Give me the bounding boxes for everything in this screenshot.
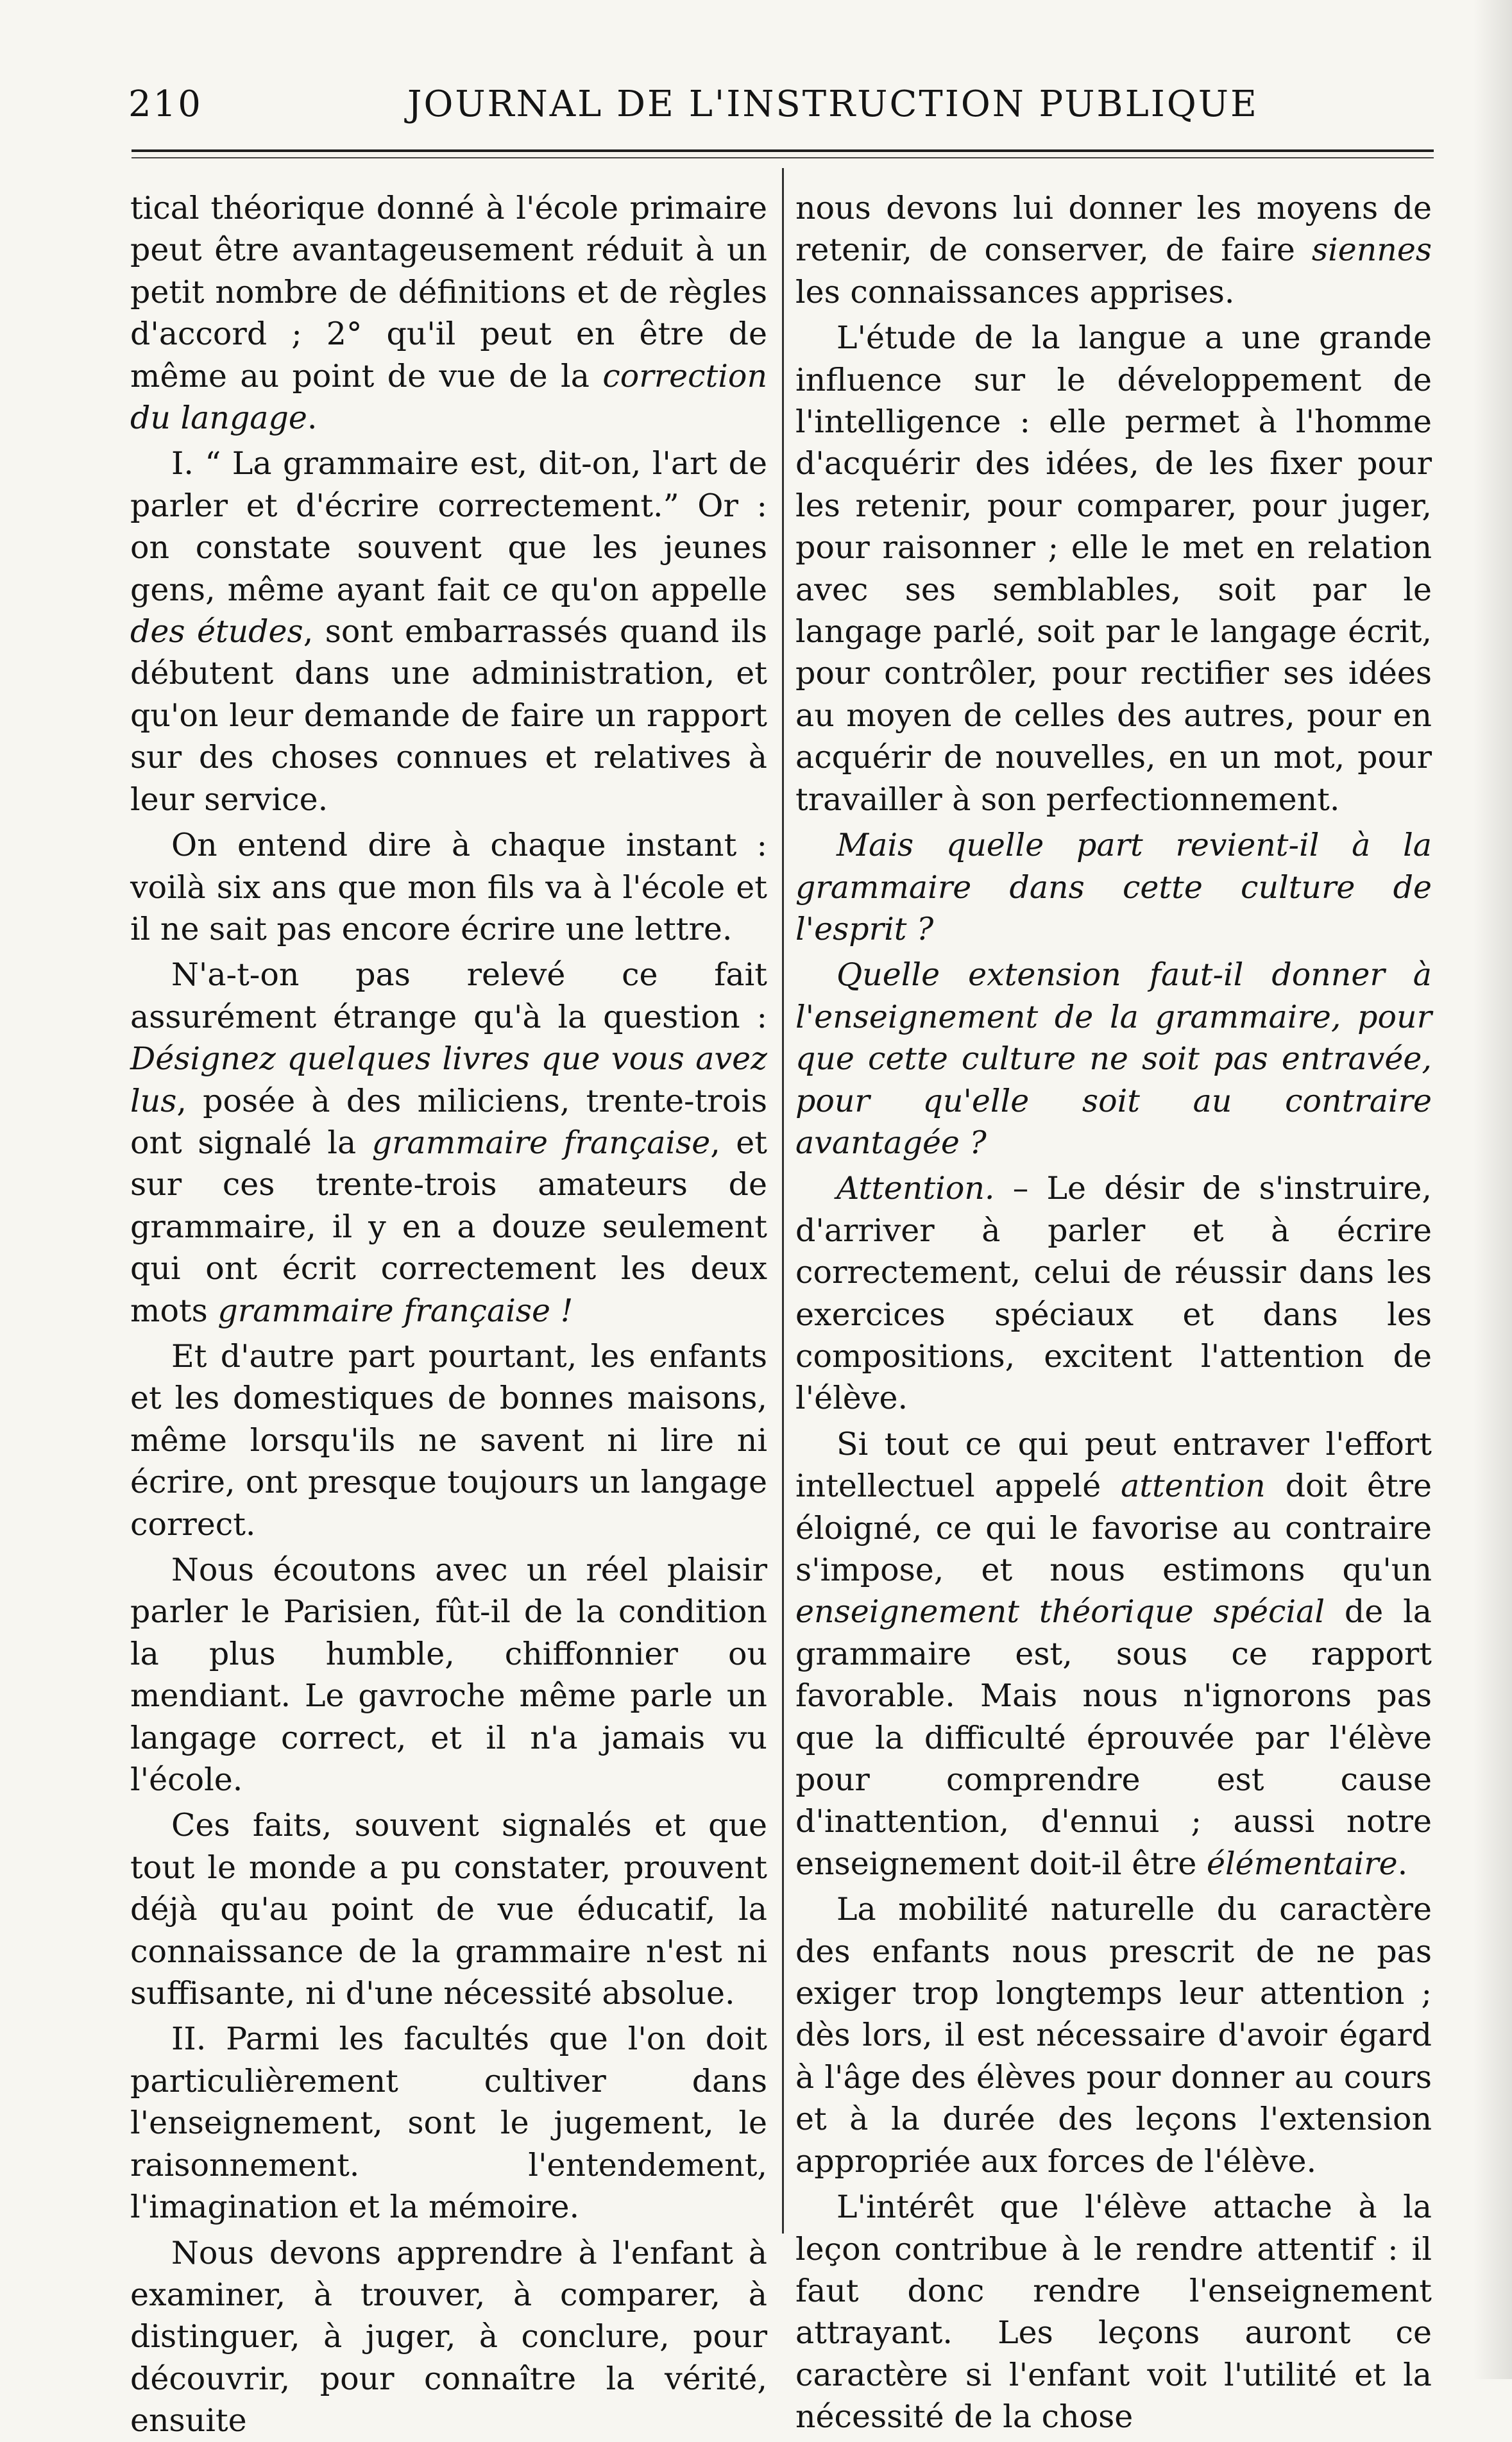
paragraph: Ces faits, souvent signalés et que tout le monde a pu constater, prouvent déjà qu'au point de vue éducatif, la connaissance de la grammaire n'est ni suffisante, ni d'une nécessité absolue.	[130, 1807, 767, 2012]
question-paragraph: Quelle extension faut-il donner à l'enseignement de la grammaire, pour que cette culture ne soit pas entravée, pour qu'elle soit au contraire avantagée ?	[795, 956, 1432, 1161]
right-column	[795, 187, 1432, 2436]
paragraph: Si tout ce qui peut entraver l'effort intellectuel appelé attention doit être éloigné, ce qui le favorise au contraire s'impose, et nous estimons qu'un enseignement théorique spécial de la grammaire est, sous ce rapport favorable. Mais nous n'ignorons pas que la difficulté éprouvée par l'élève pour comprendre est cause d'inattention, d'ennui ; aussi notre enseignement doit-il être élémentaire.	[795, 1425, 1432, 1882]
header-rule	[132, 149, 1434, 152]
paragraph: Attention. – Le désir de s'instruire, d'arriver à parler et à écrire correctement, celui de réussir dans les exercices spéciaux et dans les compositions, excitent l'attention de l'élève.	[795, 1170, 1432, 1417]
paragraph: Et d'autre part pourtant, les enfants et les domestiques de bonnes maisons, même lorsqu'ils ne savent ni lire ni écrire, ont presque toujours un langage correct.	[130, 1337, 767, 1543]
paragraph: N'a-t-on pas relevé ce fait assurément étrange qu'à la question : Désignez quelques livres que vous avez lus, posée à des miliciens, trente-trois ont signalé la grammaire française, et sur ces trente-trois amateurs de grammaire, il y en a douze seulement qui ont écrit correctement les deux mots grammaire française !	[130, 956, 767, 1329]
paragraph: La mobilité naturelle du caractère des enfants nous prescrit de ne pas exiger trop longtemps leur attention ; dès lors, il est nécessaire d'avoir égard à l'âge des élèves pour donner au cours et à la durée des leçons l'extension appropriée aux forces de l'élève.	[795, 1891, 1432, 2180]
header-rule-thin	[132, 157, 1434, 158]
question-paragraph: Mais quelle part revient-il à la grammaire dans cette culture de l'esprit ?	[795, 827, 1432, 947]
paragraph: L'étude de la langue a une grande influence sur le développement de l'intelligence : elle permet à l'homme d'acquérir des idées, de les fixer pour les retenir, pour comparer, pour juger, pour raisonner ; elle le met en relation avec ses semblables, soit par le langage parlé, soit par le langage écrit, pour contrôler, pour rectifier ses idées au moyen de celles des autres, pour en acquérir de nouvelles, en un mot, pour travailler à son perfectionnement.	[795, 319, 1432, 818]
paragraph: tical théorique donné à l'école primaire peut être avantageusement réduit à un petit nombre de définitions et de règles d'accord ; 2° qu'il peut en être de même au point de vue de la correction du langage.	[130, 190, 767, 437]
paragraph: nous devons lui donner les moyens de retenir, de conserver, de faire siennes les connaissances apprises.	[795, 190, 1432, 310]
paragraph: Nous devons apprendre à l'enfant à examiner, à trouver, à comparer, à distinguer, à juger, à conclure, pour découvrir, pour connaître la vérité, ensuite	[130, 2234, 767, 2439]
paragraph: L'intérêt que l'élève attache à la leçon contribue à le rendre attentif : il faut donc rendre l'enseignement attrayant. Les leçons auront ce caractère si l'enfant voit l'utilité et la nécessité de la chose	[795, 2189, 1432, 2436]
left-column	[130, 187, 767, 2439]
paragraph: Nous écoutons avec un réel plaisir parler le Parisien, fût-il de la condition la plus humble, chiffonnier ou mendiant. Le gavroche même parle un langage correct, et il n'a jamais vu l'école.	[130, 1552, 767, 1799]
page-number: 210	[128, 83, 203, 125]
running-header	[128, 76, 1447, 133]
running-title: JOURNAL DE L'INSTRUCTION PUBLIQUE	[407, 83, 1259, 125]
page-edge-shadow	[1474, 0, 1512, 2379]
column-divider	[782, 168, 784, 2234]
paragraph: II. Parmi les facultés que l'on doit particulièrement cultiver dans l'enseignement, sont le jugement, le raisonnement. l'entendement, l'imagination et la mémoire.	[130, 2021, 767, 2226]
paragraph: I. “ La grammaire est, dit-on, l'art de parler et d'écrire correctement.” Or : on constate souvent que les jeunes gens, même ayant fait ce qu'on appelle des études, sont embarrassés quand ils débutent dans une administration, et qu'on leur demande de faire un rapport sur des choses connues et relatives à leur service.	[130, 445, 767, 818]
paragraph: On entend dire à chaque instant : voilà six ans que mon fils va à l'école et il ne sait pas encore écrire une lettre.	[130, 827, 767, 947]
